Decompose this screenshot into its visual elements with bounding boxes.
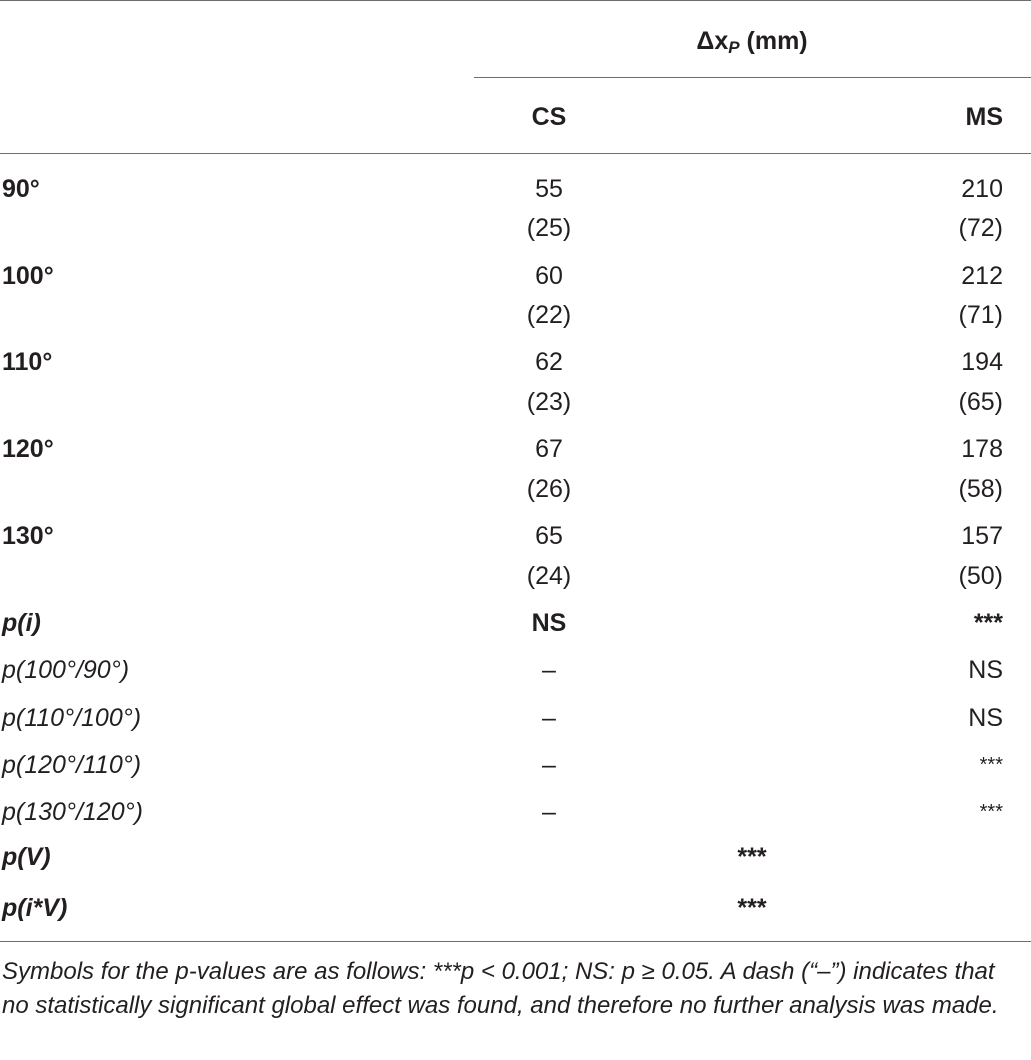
cs-sd-130: (24) (526, 562, 572, 590)
row-label-130: 130° (2, 522, 54, 550)
top-rule (0, 0, 1031, 1)
ms-p-100-90: NS (968, 656, 1003, 684)
cs-p-i: NS (531, 609, 567, 637)
ms-mean-110: 194 (961, 348, 1003, 376)
cs-p-110-100: – (542, 704, 556, 732)
cs-sd-120: (26) (526, 475, 572, 503)
ms-sd-120: (58) (958, 475, 1003, 503)
ms-sd-130: (50) (958, 562, 1003, 590)
row-label-p-iv: p(i*V) (2, 894, 68, 922)
ms-mean-100: 212 (961, 262, 1003, 290)
row-label-p-i: p(i) (2, 609, 41, 637)
table-footnote: Symbols for the p-values are as follows: ***p < 0.001; NS: p ≥ 0.05. A dash (“–”) indicates that no statistically significant global effect was found, and therefore no further analysis was made. (2, 958, 999, 1019)
row-label-120: 120° (2, 435, 54, 463)
cs-p-100-90: – (542, 656, 556, 684)
p-iv-value: *** (737, 894, 767, 922)
ms-p-i: *** (973, 609, 1003, 637)
ms-mean-130: 157 (961, 522, 1003, 550)
header-rule (0, 153, 1031, 154)
ms-mean-120: 178 (961, 435, 1003, 463)
row-label-p-130-120: p(130°/120°) (2, 798, 143, 826)
ms-sd-110: (65) (958, 388, 1003, 416)
ms-sd-100: (71) (958, 301, 1003, 329)
ms-sd-90: (72) (958, 214, 1003, 242)
row-label-p-100-90: p(100°/90°) (2, 656, 130, 684)
row-label-100: 100° (2, 262, 54, 290)
row-label-p-v: p(V) (2, 843, 51, 871)
cs-mean-90: 55 (535, 175, 563, 203)
cs-mean-120: 67 (535, 435, 563, 463)
cs-sd-90: (25) (526, 214, 572, 242)
cs-mean-100: 60 (535, 262, 563, 290)
row-label-p-120-110: p(120°/110°) (2, 751, 142, 779)
ms-p-130-120: *** (979, 801, 1003, 823)
group-header: $\Delta x_P$ (mm) (696, 27, 808, 57)
ms-p-110-100: NS (968, 704, 1003, 732)
bottom-rule (0, 941, 1031, 942)
row-label-p-110-100: p(110°/100°) (2, 704, 142, 732)
cs-sd-110: (23) (526, 388, 572, 416)
column-header-cs: CS (531, 103, 567, 131)
row-label-110: 110° (2, 348, 53, 376)
cs-sd-100: (22) (526, 301, 572, 329)
group-rule (474, 77, 1031, 78)
cs-mean-110: 62 (535, 348, 563, 376)
p-v-value: *** (737, 843, 767, 871)
column-header-ms: MS (965, 103, 1003, 131)
ms-p-120-110: *** (979, 754, 1003, 776)
cs-mean-130: 65 (535, 522, 563, 550)
cs-p-130-120: – (542, 798, 556, 826)
row-label-90: 90° (2, 175, 40, 203)
ms-mean-90: 210 (961, 175, 1003, 203)
cs-p-120-110: – (542, 751, 556, 779)
